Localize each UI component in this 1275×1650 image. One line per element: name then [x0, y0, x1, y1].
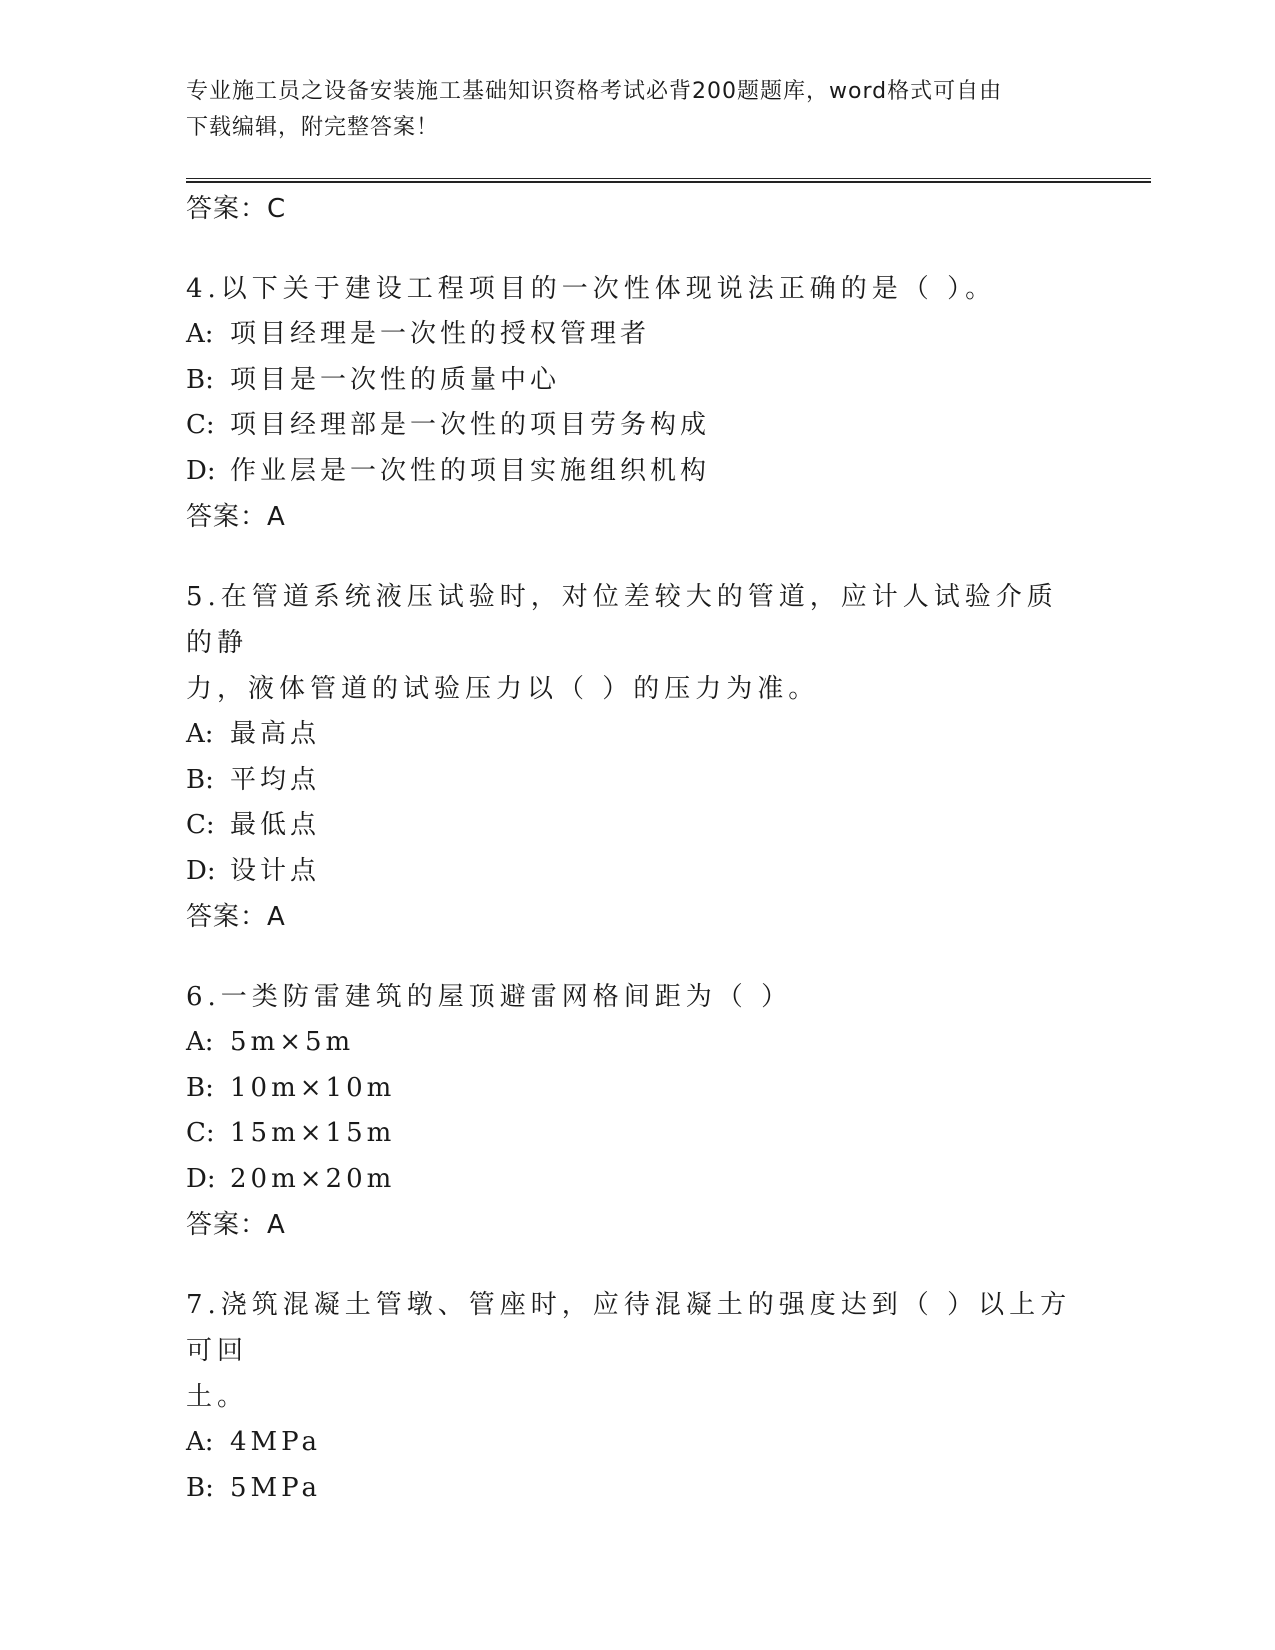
option-text: 10m×10m — [230, 1072, 396, 1103]
header-line-2: 下载编辑，附完整答案！ — [186, 115, 440, 140]
previous-answer: 答案：C — [186, 194, 287, 224]
option-b — [186, 358, 1086, 404]
answer-line: 答案：A — [186, 502, 286, 532]
question-stem: 6.一类防雷建筑的屋顶避雷网格间距为（ ） — [186, 982, 793, 1012]
question-stem-line-1: 7.浇筑混凝土管墩、管座时，应待混凝土的强度达到（ ）以上方可回 — [186, 1290, 1072, 1366]
header-line-1: 专业施工员之设备安装施工基础知识资格考试必背200题题库，word格式可自由 — [186, 79, 1003, 104]
option-text: 平均点 — [230, 764, 321, 795]
option-letter: A: — [186, 1027, 214, 1057]
option-d — [186, 1157, 1086, 1203]
option-text: 最低点 — [230, 810, 321, 840]
option-b — [186, 758, 1086, 804]
question-6 — [186, 974, 1086, 1248]
option-letter: D: — [186, 1163, 216, 1194]
question-stem: 4.以下关于建设工程项目的一次性体现说法正确的是（ ）。 — [186, 274, 997, 304]
option-text: 15m×15m — [230, 1118, 396, 1148]
answer-line: 答案：A — [186, 902, 286, 932]
option-a — [186, 712, 1086, 758]
option-a — [186, 312, 1086, 358]
option-letter: B: — [186, 1472, 214, 1503]
answer-line: 答案：A — [186, 1210, 286, 1240]
option-b — [186, 1066, 1086, 1112]
question-5 — [186, 574, 1086, 940]
option-letter: B: — [186, 364, 214, 395]
option-text: 4MPa — [230, 1427, 321, 1457]
option-c — [186, 1111, 1086, 1157]
question-4 — [186, 266, 1086, 540]
option-letter: D: — [186, 455, 216, 486]
option-d — [186, 449, 1086, 495]
option-c — [186, 403, 1086, 449]
question-stem-line-2: 土。 — [186, 1382, 249, 1412]
option-text: 5MPa — [230, 1472, 321, 1503]
option-letter: C: — [186, 1118, 215, 1148]
option-letter: B: — [186, 1072, 214, 1103]
option-letter: C: — [186, 410, 215, 440]
option-letter: B: — [186, 764, 214, 795]
option-text: 项目经理部是一次性的项目劳务构成 — [230, 410, 711, 440]
option-text: 作业层是一次性的项目实施组织机构 — [230, 455, 711, 486]
question-list — [186, 186, 1086, 1511]
option-b — [186, 1466, 1086, 1512]
question-stem-line-1: 5.在管道系统液压试验时，对位差较大的管道，应计人试验介质的静 — [186, 582, 1058, 658]
question-7 — [186, 1282, 1086, 1511]
page-header — [186, 74, 1066, 146]
option-letter: C: — [186, 810, 215, 840]
option-letter: A: — [186, 719, 214, 749]
option-d — [186, 849, 1086, 895]
option-text: 5m×5m — [230, 1027, 355, 1057]
option-text: 最高点 — [230, 719, 321, 749]
option-a — [186, 1420, 1086, 1466]
option-text: 设计点 — [230, 855, 321, 886]
option-letter: A: — [186, 1427, 214, 1457]
option-letter: D: — [186, 855, 216, 886]
option-letter: A: — [186, 319, 214, 349]
option-text: 20m×20m — [230, 1163, 396, 1194]
header-divider — [186, 178, 1151, 183]
option-a — [186, 1020, 1086, 1066]
question-stem-line-2: 力，液体管道的试验压力以（ ）的压力为准。 — [186, 674, 820, 704]
option-text: 项目是一次性的质量中心 — [230, 364, 561, 395]
option-c — [186, 803, 1086, 849]
option-text: 项目经理是一次性的授权管理者 — [230, 319, 651, 349]
